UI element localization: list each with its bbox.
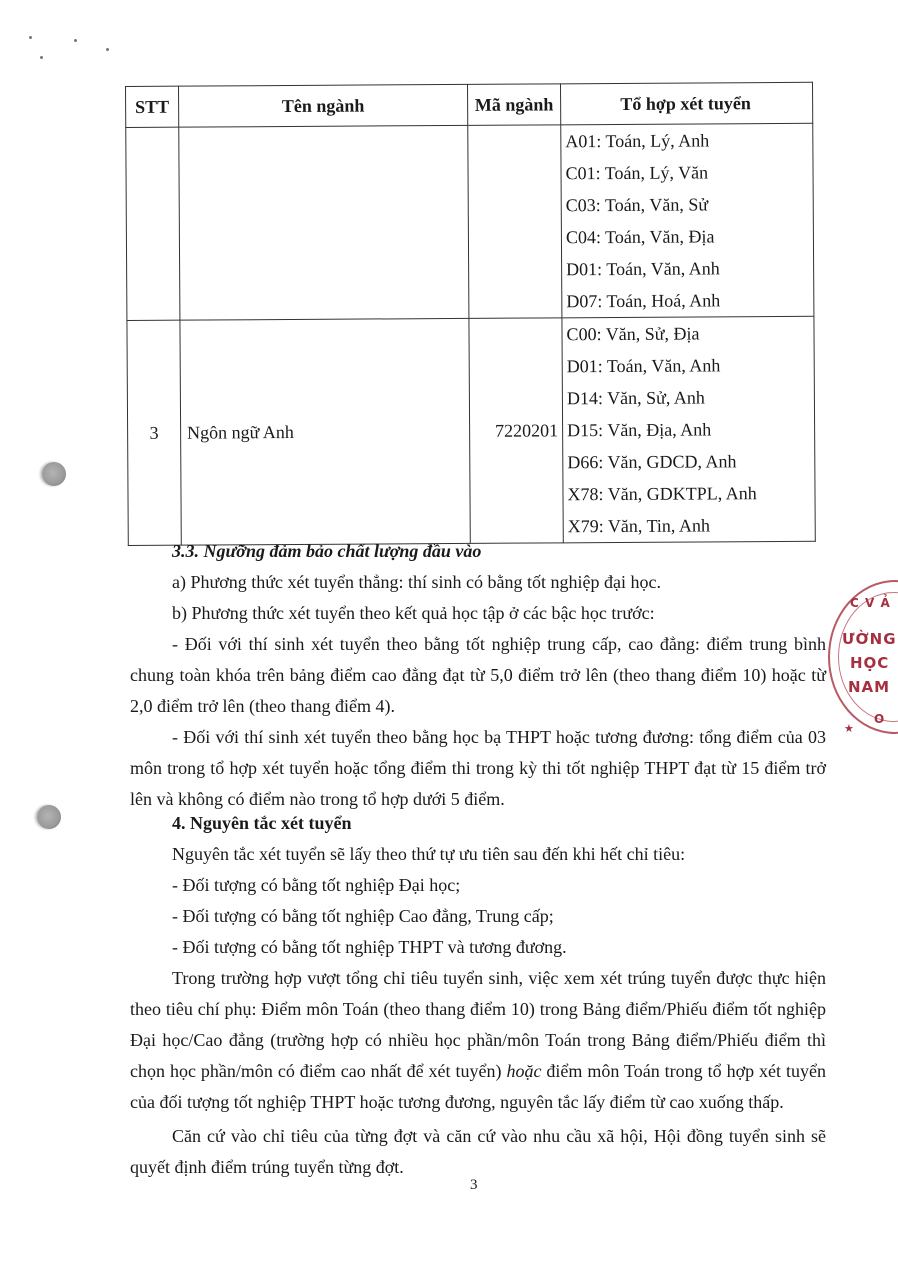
tiebreak-italic-or: hoặc: [506, 1061, 542, 1081]
paragraph-item-b: b) Phương thức xét tuyển theo kết quả học tập ở các bậc học trước:: [172, 603, 655, 623]
table-row: [127, 316, 815, 545]
paragraph-bullet: - Đối với thí sinh xét tuyển theo bằng học bạ THPT hoặc tương đương: tổng điểm của 03 môn trong tổ hợp xét tuyển hoặc tổng điểm thi trong kỳ thi tốt nghiệp THPT đạt từ 15 điểm trở lên và không có điểm nào trong tổ hợp dưới 5 điểm.: [130, 727, 826, 809]
seal-text: NAM: [848, 678, 891, 696]
scan-speck: [29, 36, 32, 39]
section-heading: 4. Nguyên tắc xét tuyển: [172, 813, 352, 833]
seal-text: HỌC: [850, 654, 890, 672]
paragraph-item-a: a) Phương thức xét tuyển thẳng: thí sinh có bằng tốt nghiệp đại học.: [172, 572, 661, 592]
header-subject-combinations: Tổ hợp xét tuyển: [560, 82, 812, 125]
combination-item: D14: Văn, Sử, Anh: [566, 387, 705, 409]
page-number: 3: [470, 1177, 478, 1193]
combination-item: D01: Toán, Văn, Anh: [566, 355, 721, 377]
header-major-code: Mã ngành: [467, 84, 560, 126]
header-stt: STT: [126, 86, 179, 127]
punch-hole: [42, 462, 66, 486]
row-combinations: [562, 316, 815, 543]
seal-text: O: [874, 712, 886, 726]
combination-item: A01: Toán, Lý, Anh: [565, 130, 710, 152]
section-heading: 3.3. Ngưỡng đảm bảo chất lượng đầu vào: [172, 541, 482, 561]
tiebreak-text: điểm môn Toán trong tổ hợp xét tuyển của đối tượng tốt nghiệp THPT hoặc tương đương, nguyên tắc lấy điểm từ cao xuống thấp.: [130, 1061, 826, 1112]
combination-item: D66: Văn, GDCD, Anh: [567, 451, 737, 473]
combination-item: D15: Văn, Địa, Anh: [567, 419, 712, 441]
seal-star-icon: ★: [844, 722, 855, 735]
scan-speck: [40, 56, 43, 59]
paragraph-tiebreak: [130, 963, 826, 1118]
combination-item: X78: Văn, GDKTPL, Anh: [567, 483, 757, 505]
section-4: [130, 808, 826, 1183]
priority-item: - Đối tượng có bằng tốt nghiệp THPT và tương đương.: [172, 937, 567, 957]
official-seal: [828, 580, 898, 750]
paragraph-bullet: - Đối với thí sinh xét tuyển theo bằng tốt nghiệp trung cấp, cao đẳng: điểm trung bình chung toàn khóa trên bảng điểm cao đẳng đạt từ 5,0 điểm trở lên (theo thang điểm 10) hoặc từ 2,0 điểm trở lên (theo thang điểm 4).: [130, 634, 826, 716]
combination-item: C00: Văn, Sử, Địa: [566, 323, 700, 345]
row-major-name: [179, 125, 469, 320]
paragraph-closing: Căn cứ vào chỉ tiêu của từng đợt và căn cứ vào nhu cầu xã hội, Hội đồng tuyển sinh sẽ quyết định điểm trúng tuyển từng đợt.: [130, 1126, 826, 1177]
punch-hole: [37, 805, 61, 829]
tiebreak-text: Trong trường hợp vượt tổng chỉ tiêu tuyển sinh, việc xem xét trúng tuyển được thực hiện theo tiêu chí phụ: Điểm môn Toán (theo thang điểm 10) trong Bảng điểm/Phiếu điểm tốt nghiệp Đại học/Cao đẳng (trường hợp có nhiều học phần/môn Toán trong Bảng điểm/Phiếu điểm thì chọn học phần/môn có điểm cao nhất để xét tuyển): [130, 968, 826, 1081]
section-3-3: [130, 536, 826, 815]
combination-item: D01: Toán, Văn, Anh: [566, 258, 720, 280]
table-row: [126, 123, 814, 320]
seal-text: ƯỜNG: [842, 630, 897, 648]
scan-speck: [106, 48, 109, 51]
header-major-name: Tên ngành: [179, 84, 468, 127]
admissions-table: [125, 82, 816, 546]
combination-item: C01: Toán, Lý, Văn: [565, 162, 709, 184]
scan-speck: [74, 39, 77, 42]
combination-item: C04: Toán, Văn, Địa: [565, 226, 715, 248]
row-stt: 3: [127, 320, 181, 545]
row-stt: [126, 127, 180, 320]
combination-item: C03: Toán, Văn, Sử: [565, 194, 709, 216]
table-header-row: [126, 82, 813, 127]
row-combinations: [561, 123, 814, 318]
seal-text: C V Ả: [850, 596, 891, 610]
priority-item: - Đối tượng có bằng tốt nghiệp Đại học;: [172, 875, 461, 895]
combination-item: X79: Văn, Tin, Anh: [567, 515, 710, 537]
row-major-code: [468, 125, 562, 319]
paragraph-intro: Nguyên tắc xét tuyển sẽ lấy theo thứ tự ưu tiên sau đến khi hết chỉ tiêu:: [172, 844, 686, 864]
combination-item: D07: Toán, Hoá, Anh: [566, 290, 721, 312]
priority-item: - Đối tượng có bằng tốt nghiệp Cao đẳng, Trung cấp;: [172, 906, 554, 926]
row-major-name: Ngôn ngữ Anh: [180, 318, 470, 545]
row-major-code: 7220201: [469, 318, 563, 544]
